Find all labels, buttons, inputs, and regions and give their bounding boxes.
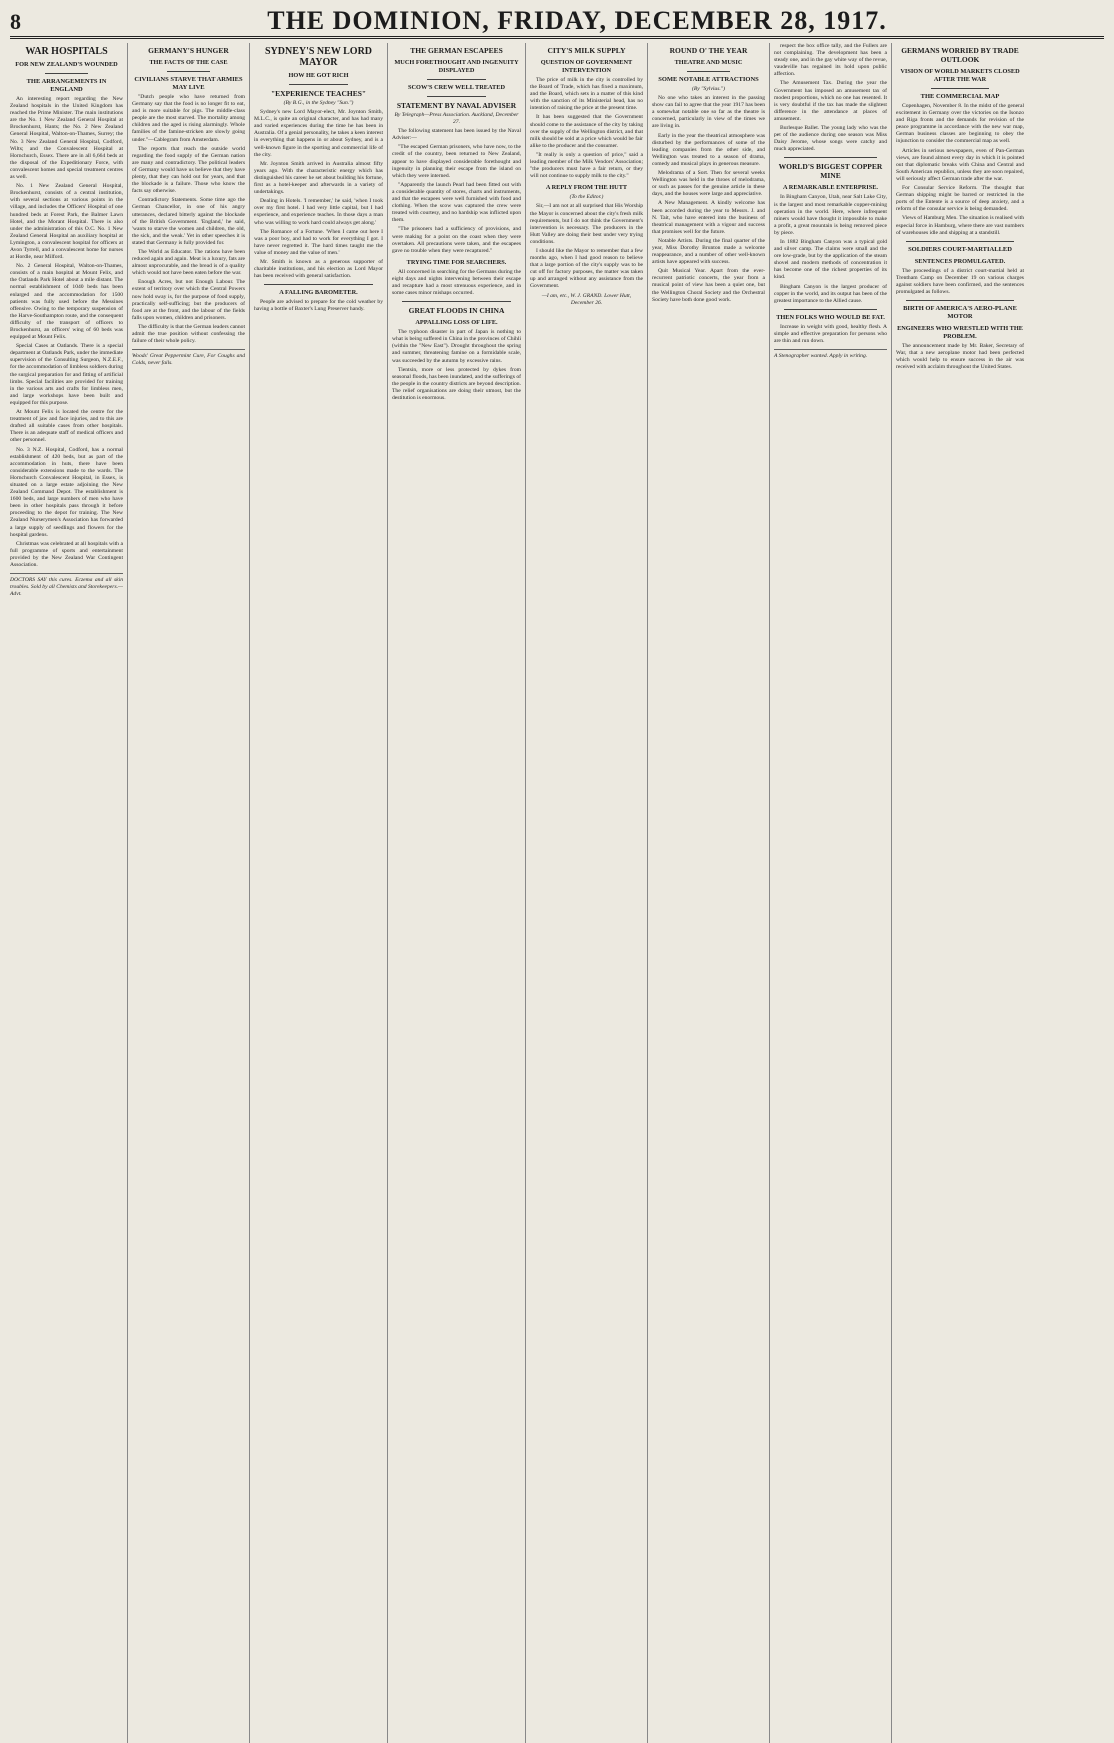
paragraph: "The escaped German prisoners, who have now, to the credit of the country, been returned to New Zealand, appear to have displayed considerable forethought and ingenuity in planning their escape from the island on which they were interned. [392,144,521,179]
divider [931,88,989,89]
column-milk-supply [526,43,648,1743]
subheading: FOR NEW ZEALAND'S WOUNDED [15,61,118,68]
paragraph: Special Cases at Oatlands. There is a special department at Oatlands Park, under the immediate supervision of the Consulting Surgeon, N.Z.E.F., for the accommodation of limbless soldiers during the surgical preparation for and fitting of artificial limbs. Special facilities are provided for training in the various arts and crafts for limbless men, and large workshops have been built and equipped for this purpose. [10,343,123,406]
paragraph: Notable Artists. During the final quarter of the year, Miss Dorothy Brunton made a welcome reappearance, and a number of other well-known artists have appeared with success. [652,237,765,266]
subheading: "EXPERIENCE TEACHES" [270,89,367,98]
paragraph: "The prisoners had a sufficiency of provisions, and were making for a point on the coast when they were overtaken. All precautions were taken, and the escapees gave no trouble when they were recaptured." [392,226,521,254]
paragraph: No. 1 New Zealand General Hospital, Brockenhurst, consists of a central institution, with several sections at various points in the village, and includes the Officers' Hospital of one hundred beds at Forest Park, the Balmer Lawn Hotel, and the Morant Hospital. There is also under the administration of this O.C. No. 1 New Zealand General Hospital an auxiliary hospital at Lymington, a convalescent hospital for officers at Avon Tyrrell, and a convalescent home for nurses at Hordle, near Milford. [10,183,123,261]
paragraph: Mr. Joynton Smith arrived in Australia almost fifty years ago. With the characteristic energy which has distinguished his career he set about building his fortune, first as a hotel-keeper and afterwards in a variety of undertakings. [254,160,383,196]
paragraph: Increase in weight with good, healthy flesh. A simple and effective preparation for persons who are thin and run down. [774,323,887,344]
paragraph: All concerned in searching for the Germans during the eight days and nights intervening between their escape and recapture had a most strenuous experience, and in some cases minor mishaps occurred. [392,268,521,297]
paragraph: "It really is only a question of price," said a leading member of the Milk Vendors' Association; "the producers must have a fair return, or they will not continue to supply milk to the city." [530,151,643,180]
paragraph: The typhoon disaster in part of Japan is nothing to what is being suffered in China in the provinces of Chihli (within the "New East"). Drought throughout the spring and summer, threatening famine on a formidable scale, was succeeded by the autumn by excessive rains. [392,329,521,364]
masthead-title: THE DOMINION, FRIDAY, DECEMBER 28, 1917. [267,6,887,35]
subheading: HOW HE GOT RICH [288,72,349,79]
column-round-the-year [648,43,770,1743]
headline: SYDNEY'S NEW LORD MAYOR [264,46,373,68]
paragraph: Christmas was celebrated at all hospitals with a full programme of sports and entertainment provided by the New Zealand War Contingent Association. [10,540,123,568]
paragraph: At Mount Felix is located the centre for the treatment of jaw and face injuries, and to this are drafted all suitable cases from other hospitals. There is an adequate staff of medical officers and other personnel. [10,409,123,444]
paragraph: Sydney's new Lord Mayor-elect, Mr. Joynton Smith, M.L.C., is quite an original character, and has had many and varied experiences during the time he has been in Australia. Of a genial personality, he takes a keen interest in everything that happens in or about Sydney, and is a well-known figure in the sporting and commercial life of the city. [254,109,383,158]
paragraph: Sir,—I am not at all surprised that His Worship the Mayor is concerned about the city's fresh milk requirements, but I do not think the Government's intervention is necessary. The producers in the Hutt Valley are doing their best under very trying conditions. [530,203,643,245]
subheading: THE COMMERCIAL MAP [920,93,1000,100]
paragraph: The proceedings of a district court-martial held at Trentham Camp on December 19 on various charges against soldiers have been confirmed, and the sentences promulgated as follows. [896,267,1024,295]
subheading: QUESTION OF GOVERNMENT INTERVENTION [540,59,633,74]
subheading: SENTENCES PROMULGATED. [914,257,1006,265]
paragraph: Enough Acres, but not Enough Labour. The extent of territory over which the Central Powers now hold sway is, for the purpose of food supply, practically self-sufficing; but the producers of food are at the front, and the labour of the fields falls upon women, children and prisoners. [132,279,245,321]
columns [6,43,1108,1743]
page-number: 8 [10,9,21,34]
byline: (To the Editor.) [569,194,604,201]
paragraph: Articles in serious newspapers, even of Pan-German views, are found almost every day in which it is pointed out that diplomatic breaks with China and Central and South American republics, unless they are soon repaired, will seriously affect German trade after the war. [896,147,1024,182]
subheading: THE ARRANGEMENTS IN ENGLAND [26,78,107,93]
subheading: STATEMENT BY NAVAL ADVISER [396,101,517,110]
paragraph: No one who takes an interest in the passing show can fail to agree that the year 1917 has been a somewhat notable one so far as the theatre is concerned, particularly in view of the times we are living in. [652,95,765,130]
paragraph: respect the box office tally, and the Fullers are not complaining. The development has been a steady one, and in the gay white way of the revue, vaudeville has regained its hold upon public affection. [774,43,887,78]
column-sydney-lord-mayor [250,43,388,1743]
paragraph: For Consular Service Reform. The thought that German shipping might be barred or restricted in the ports of the Entente is a source of deep anxiety, and a reform of the consular service is being demanded. [896,185,1024,213]
column-german-escapees [388,43,526,1743]
paragraph: "Apparently the launch Pearl had been fitted out with a considerable quantity of stores, charts and instruments, and that the escapees were well furnished with food and clothing. When the scow was captured the crew were treated with courtesy, and no hardship was inflicted upon them. [392,181,521,224]
divider [906,241,1014,242]
paragraph: A New Management. A kindly welcome has been accorded during the year to Messrs. J. and N. Tait, who have entered into the business of theatrical management with a vigour and success that promises well for the future. [652,200,765,235]
subheading: APPALLING LOSS OF LIFE. [415,319,498,327]
masthead [10,6,1104,39]
signoff: —I am, etc., W. J. GRAND. Lower Hutt, December 26. [541,292,632,306]
subheading: THE FACTS OF THE CASE [149,59,228,66]
paragraph: Dealing in Hotels. 'I remember,' he said, 'when I took over my first hotel. I had very little capital, but I had experience, and experience teaches. In those days a man who was willing to work hard could always get along.' [254,198,383,226]
advertisement: DOCTORS SAY this cures. Eczema and all skin troubles. Sold by all Chemists and Storekeepers.—Advt. [10,573,123,598]
paragraph: No. 2 General Hospital, Walton-on-Thames, consists of a main hospital at Mount Felix, and the Oatlands Park Hotel about a mile distant. The normal establishment of 1040 beds has been enlarged and the accommodation for 1500 patients was fully used before the Messines offensive. Owing to the temporary suspension of the Harve-Southampton route, and the consequent difficulty of the transport of officers to Brockenhurst, an officers' wing of 60 beds was equipped at Mount Felix. [10,263,123,341]
paragraph: The reports that reach the outside world regarding the food supply of the German nation are many and contradictory. The political leaders of Germany would have us believe that they have plenty, that they can hold out for years, and that the blockade is a failure. Those who know the facts say otherwise. [132,145,245,195]
headline: SOLDIERS COURT-MARTIALLED [908,245,1012,253]
paragraph: The following statement has been issued by the Naval Adviser:— [392,128,521,142]
divider [687,71,730,72]
paragraph: In 1882 Bingham Canyon was a typical gold and silver camp. The claims were small and the ore low-grade, but by the application of the steam shovel and modern methods of concentration it has become one of the richest properties of its kind. [774,238,887,281]
divider [402,301,511,302]
advertisement: A Stenographer wanted. Apply in writing. [774,349,887,360]
column-copper-mine [770,43,892,1743]
headline: GREAT FLOODS IN CHINA [408,306,505,316]
subheading: THEATRE AND MUSIC [674,59,743,66]
subheading: THEN FOLKS WHO WOULD BE FAT. [776,313,885,321]
divider [906,300,1014,301]
headline: CITY'S MILK SUPPLY [547,46,626,55]
paragraph: Bingham Canyon is the largest producer of copper in the world, and its output has been of the greatest importance to the Allied cause. [774,283,887,304]
paragraph: Tientsin, more or less protected by dykes from seasonal floods, has been inundated, and the sufferings of the people in the country districts are beyond description. The relief organisations are doing their utmost, but the destitution is enormous. [392,366,521,401]
paragraph: Mr. Smith is known as a generous supporter of charitable institutions, and his election as Lord Mayor has been received with general satisfaction. [254,258,383,280]
divider [427,96,486,97]
paragraph: The World as Educator. The rations have been reduced again and again. Meat is a luxury, fats are almost unprocurable, and the bread is of a quality which would not have been eaten before the war. [132,248,245,277]
subheading: ENGINEERS WHO WRESTLED WITH THE PROBLEM. [897,325,1023,341]
paragraph: The difficulty is that the German leaders cannot admit the true position without confessing the failure of their whole policy. [132,323,245,345]
subheading: MUCH FORETHOUGHT AND INGENUITY DISPLAYED [394,59,519,74]
paragraph: In Bingham Canyon, Utah, near Salt Lake City, is the largest and most remarkable copper-mining operation in the world. Here, where infrequent miners would have thought it impossible to make a profit, a great mountain is being removed piece by piece. [774,194,887,236]
subheading: VISION OF WORLD MARKETS CLOSED AFTER THE WAR [900,68,1020,83]
subheading: TRYING TIME FOR SEARCHERS. [406,258,507,266]
headline: BIRTH OF AMERICA'S AERO-PLANE MOTOR [903,305,1017,321]
paragraph: An interesting report regarding the New Zealand hospitals in the United Kingdom has reached the Prime Minister. The main institutions are the No. 1 New Zealand General Hospital at Brockenhurst, Hants; the No. 2 New Zealand General Hospital, Walton-on-Thames, Surrey; the No. 3 New Zealand General Hospital, Codford, Wilts; and the Convalescent Hospital at Hornchurch, Essex. There are in all 6,664 beds at the disposal of the Expeditionary Force, with convalescent homes and special treatment centres as well. [10,96,123,181]
headline: ROUND O' THE YEAR [669,46,748,55]
paragraph: The Amusement Tax. During the year the Government has imposed an amusement tax of modest proportions, which no one has resented. It is very doubtful if the tax has made the slightest difference in the attendance at places of amusement. [774,80,887,122]
paragraph: The announcement made by Mr. Baker, Secretary of War, that a new aeroplane motor had been perfected which would help to ensure success in the air was received with acclaim throughout the United States. [896,343,1024,371]
headline: WAR HOSPITALS [25,46,108,57]
paragraph: The price of milk in the city is controlled by the Board of Trade, which has fixed a maximum, and the Board, which sets in a matter of this kind with the sanction of its Ministerial head, has no intention of raising the price at the present time. [530,77,643,112]
divider [167,71,210,72]
paragraph: It has been suggested that the Government should come to the assistance of the city by taking over the supply of the Wellington district, and that milk should be sold at a price which would be fair alike to the producer and the consumer. [530,114,643,149]
paragraph: Copenhagen, November 8. In the midst of the general excitement in Germany over the victories on the Isonzo and Riga fronts and the demands for revision of the peace programme in accordance with the new war map, German business classes are beginning to obey the injunction to consider the commercial map as well. [896,103,1024,145]
column-germans-worried [892,43,1028,1743]
headline: THE GERMAN ESCAPEES [410,46,503,55]
paragraph: Quit Musical Year. Apart from the ever-recurrent patriotic concerts, the year from a musical point of view has been a quiet one, but the Wellington Choral Society and the Orchestral Society have both done good work. [652,268,765,303]
paragraph: Contradictory Statements. Some time ago the German Chancellor, in one of his angry utterances, declared bitterly against the blockade of the British Government. 'England,' he said, 'wants to starve the women and children, the old, the sick, and the weak.' Yet in other speeches it is stated that Germany is fully provided for. [132,197,245,246]
divider [45,73,88,74]
paragraph: I should like the Mayor to remember that a few months ago, when I had good reason to believe that a large portion of the city's supply was to be cut off for factory purposes, the matter was taken up and arranged without any assistance from the Government. [530,247,643,290]
subheading: CIVILIANS STARVE THAT ARMIES MAY LIVE [134,76,243,91]
paragraph: No. 3 N.Z. Hospital, Codford, has a normal establishment of 420 beds, but as part of the accommodation in huts, there have been considerable extensions made to the wards. The Hornchurch Convalescent Hospital, in Essex, is situated on a large estate adjoining the New Zealand Command Depot. The establishment is 1600 beds, and large numbers of men who have been in other hospitals pass through it before proceeding to the depot for training. The New Zealand Nurserymen's Association has forwarded a large supply of seedlings and flowers for the hospital gardens. [10,446,123,538]
column-war-hospitals [6,43,128,1743]
subheading: SCOW'S CREW WELL TREATED [408,84,505,91]
paragraph: Burlesque Ballet. The young lady who was the pet of the audience during one season was Miss Daisy Jerome, whose songs were catchy and much appreciated. [774,125,887,153]
subheading: A REPLY FROM THE HUTT [545,184,628,192]
subheading: A REMARKABLE ENTERPRISE. [783,184,878,192]
divider [427,79,486,80]
headline: GERMANY'S HUNGER [148,46,229,55]
byline: (By B.G., in the Sydney "Sun.") [283,100,354,106]
subheading: A FALLING BAROMETER. [279,289,358,297]
divider [784,157,877,158]
divider [264,284,373,285]
byline: (By "Sylvius.") [692,86,725,92]
advertisement: Woods' Great Peppermint Cure, For Coughs and Colds, never fails. [132,349,245,367]
paragraph: People are advised to prepare for the cold weather by having a bottle of Baxter's Lung Preserver handy. [254,299,383,313]
column-germanys-hunger [128,43,250,1743]
paragraph: Melodrama of a Sort. Then for several weeks Wellington was held in the throes of melodrama, or such as passes for the genuine article in these days, and the houses were large and appreciative. [652,170,765,198]
byline: By Telegraph—Press Association. Auckland, December 27. [394,112,519,126]
subheading: SOME NOTABLE ATTRACTIONS [658,76,759,83]
paragraph: Views of Hamburg Men. The situation is realised with especial force in Hamburg, where there are vast numbers of warehouses idle and shipping at a standstill. [896,215,1024,236]
paragraph: The Romance of a Fortune. 'When I came out here I was a poor boy, and had to work for everything I got. I have never regretted it. The hard times taught me the value of money and the value of men.' [254,228,383,256]
headline: GERMANS WORRIED BY TRADE OUTLOOK [901,46,1019,64]
divider [784,309,877,310]
divider [289,84,348,85]
paragraph: Early in the year the theatrical atmosphere was disturbed by the performances of some of the leading companies from the other side, and Wellington was treated to a season of drama, comedy and musical plays in generous measure. [652,132,765,167]
headline: WORLD'S BIGGEST COPPER MINE [778,162,883,181]
paragraph: "Dutch people who have returned from Germany say that the food is no longer fit to eat, and is more suitable for pigs. The middle-class people are the most starved. The mortality among children and the aged is rising alarmingly. Whole families of the famine-stricken are slowly going under."—Cablegram from Amsterdam. [132,94,245,143]
